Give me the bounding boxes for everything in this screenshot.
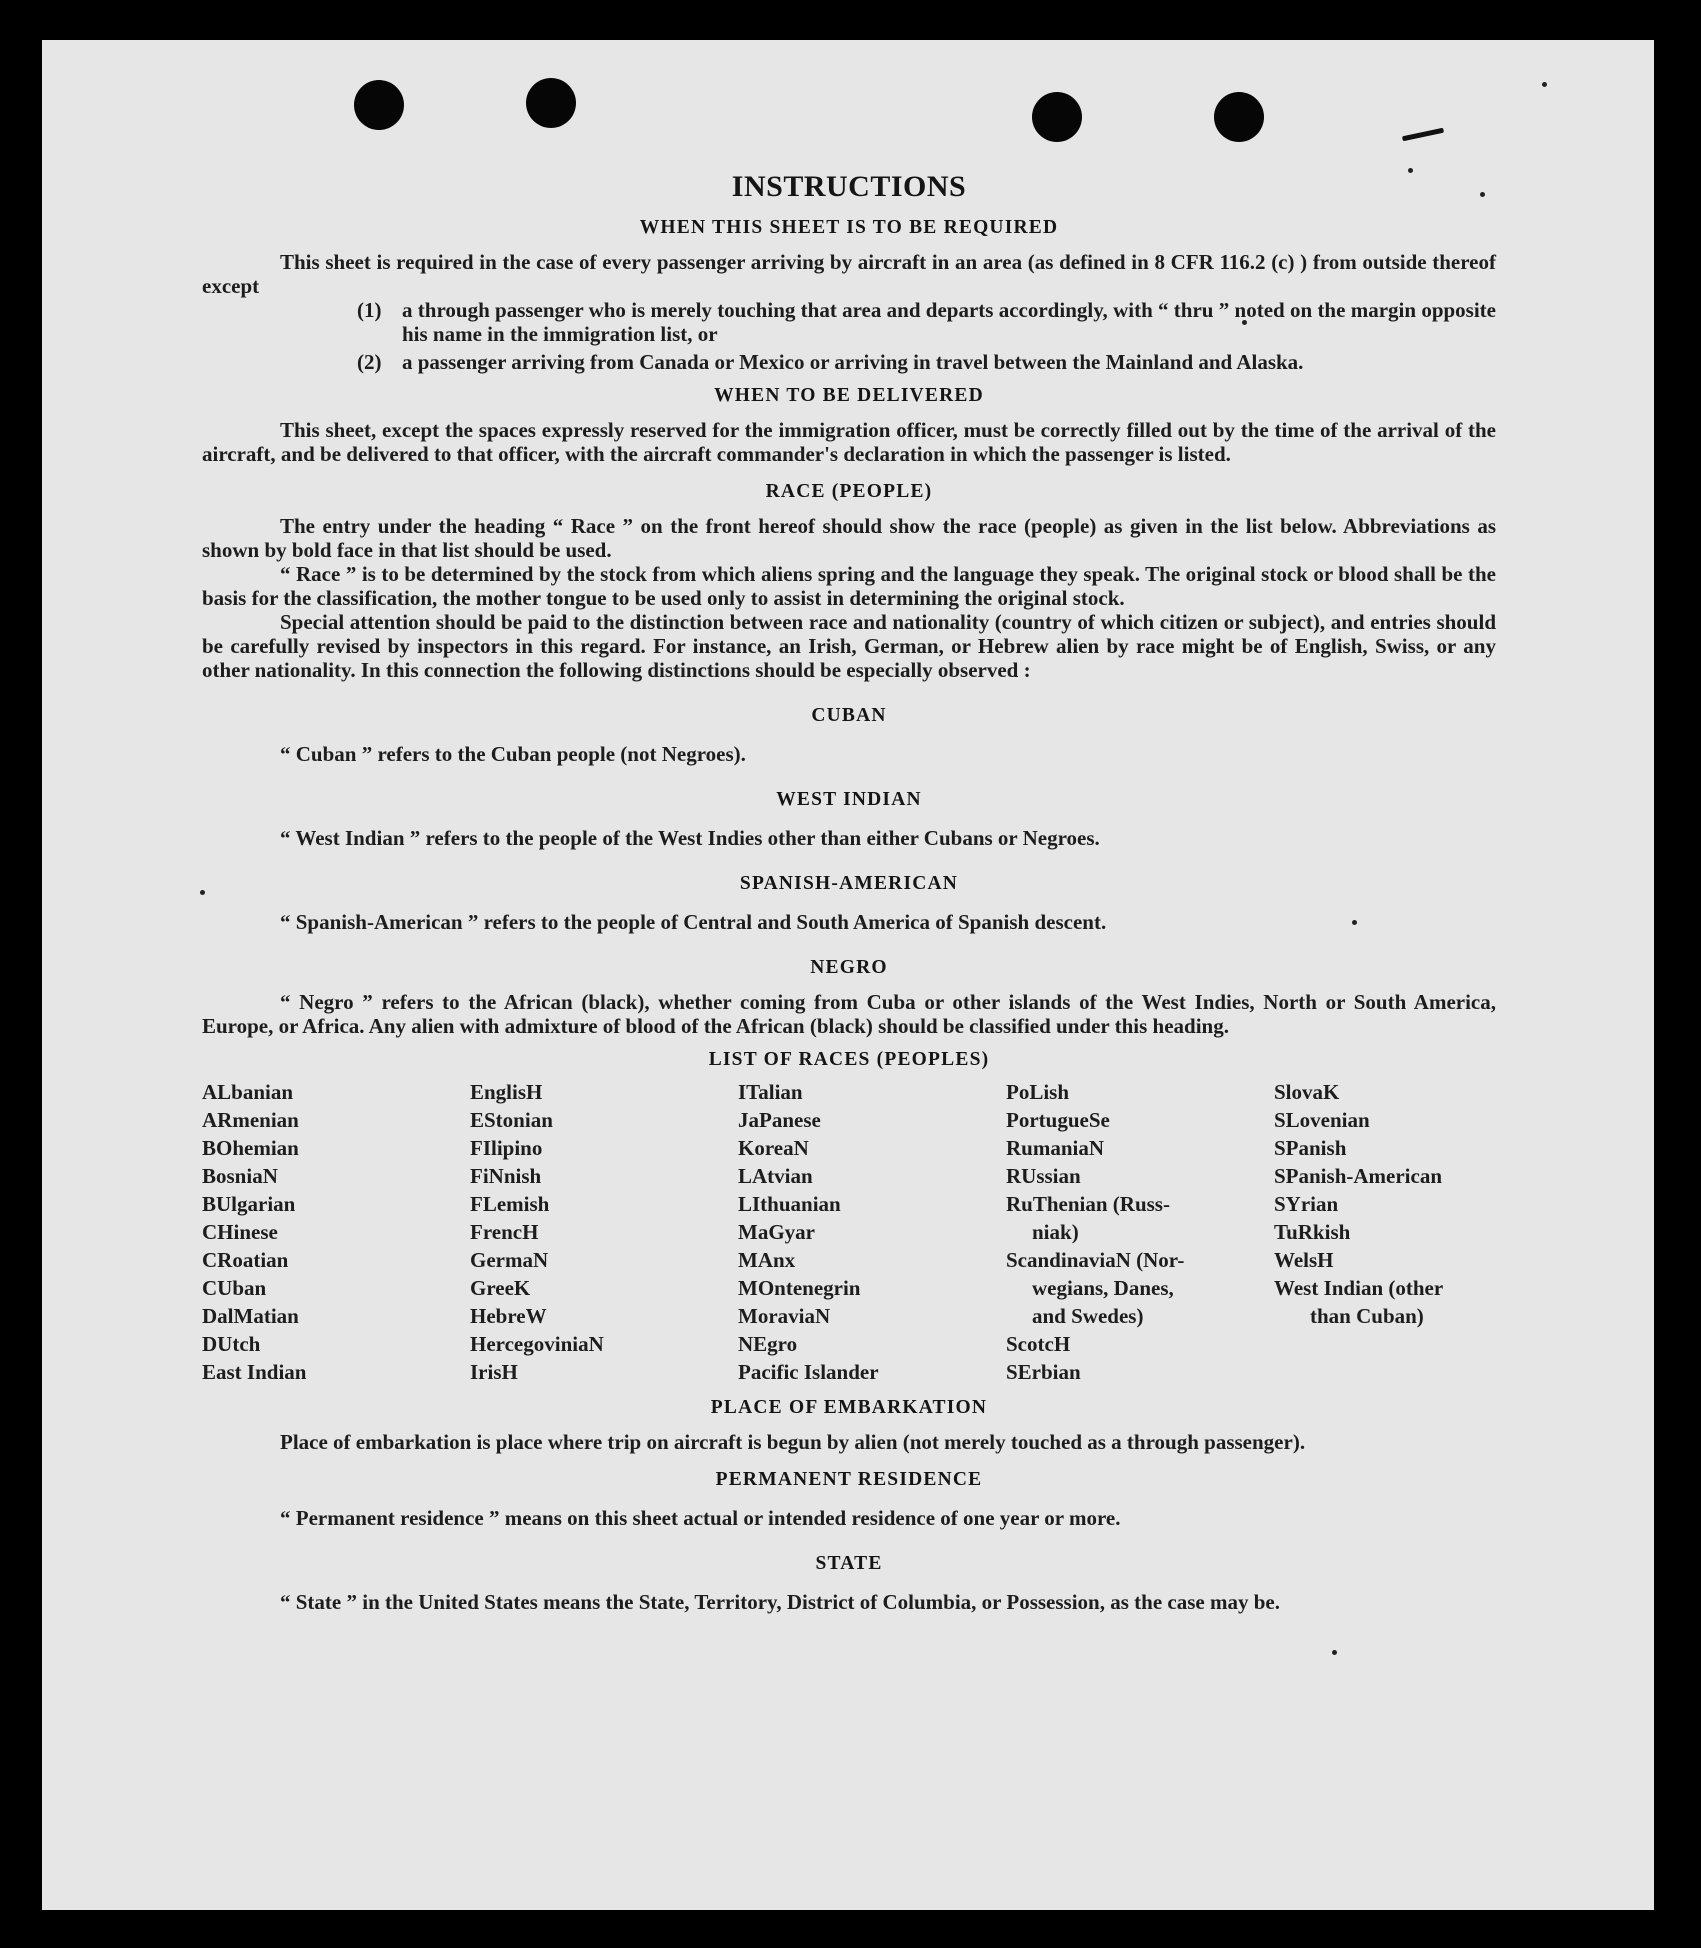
heading-when-required: WHEN THIS SHEET IS TO BE REQUIRED	[639, 217, 1059, 238]
race-entry: JaPanese	[738, 1108, 821, 1132]
race-entry: PoLish	[1006, 1080, 1070, 1104]
ink-mark	[1402, 128, 1444, 142]
race-entry: BUlgarian	[202, 1192, 296, 1216]
heading-embarkation: PLACE OF EMBARKATION	[710, 1397, 988, 1418]
page-title: INSTRUCTIONS	[731, 170, 967, 203]
race-entry: ScandinaviaN (Nor-	[1006, 1248, 1185, 1272]
race-entry: FLemish	[470, 1192, 550, 1216]
race-entry: West Indian (other	[1274, 1276, 1444, 1300]
heading-list-of-races: LIST OF RACES (PEOPLES)	[708, 1049, 990, 1070]
race-entry: CHinese	[202, 1220, 278, 1244]
heading-permanent-residence: PERMANENT RESIDENCE	[715, 1469, 983, 1490]
race-entry: HebreW	[470, 1304, 547, 1328]
race-entry: ARmenian	[202, 1108, 299, 1132]
punch-hole-2	[526, 78, 576, 128]
instructions-content	[202, 170, 1496, 1614]
embarkation-text: Place of embarkation is place where trip on aircraft is begun by alien (not merely touched as a through passenger).	[280, 1430, 1306, 1454]
speck	[1332, 1650, 1337, 1655]
race-entry: SPanish-American	[1274, 1164, 1442, 1188]
race-entry: TuRkish	[1274, 1220, 1351, 1244]
race-entry: SlovaK	[1274, 1080, 1340, 1104]
exception-item-2: (2) a passenger arriving from Canada or Mexico or arriving in travel between the Mainland and Alaska.	[357, 350, 1304, 374]
race-entry: MaGyar	[738, 1220, 815, 1244]
race-entry: BOhemian	[202, 1136, 299, 1160]
heading-state: STATE	[815, 1553, 883, 1574]
heading-when-delivered: WHEN TO BE DELIVERED	[714, 385, 984, 406]
race-entry: ScotcH	[1006, 1332, 1071, 1356]
race-paragraph-2: “ Race ” is to be determined by the stock from which aliens spring and the language they speak. The original stock or blood shall be the basis for the classification, the mother tongue to be used only to assist in determining the original stock.	[202, 562, 1496, 610]
state-text: “ State ” in the United States means the State, Territory, District of Columbia, or Possession, as the case may be.	[280, 1590, 1280, 1614]
races-column-3	[738, 1078, 1006, 1386]
race-entry: DUtch	[202, 1332, 261, 1356]
west-indian-text: “ West Indian ” refers to the people of the West Indies other than either Cubans or Negroes.	[280, 826, 1100, 850]
race-entry-continuation: than Cuban)	[1310, 1304, 1424, 1328]
race-entry: SLovenian	[1274, 1108, 1370, 1132]
punch-hole-3	[1032, 92, 1082, 142]
when-delivered-text: This sheet, except the spaces expressly reserved for the immigration officer, must be correctly filled out by the time of the arrival of the aircraft, and be delivered to that officer, with the aircraft commander's declaration in which the passenger is listed.	[202, 418, 1496, 466]
cuban-text: “ Cuban ” refers to the Cuban people (not Negroes).	[280, 742, 746, 766]
race-entry: IrisH	[470, 1360, 518, 1384]
race-entry: FIlipino	[470, 1136, 543, 1160]
race-entry: SPanish	[1274, 1136, 1347, 1160]
race-entry: MOntenegrin	[738, 1276, 861, 1300]
race-entry: NEgro	[738, 1332, 798, 1356]
race-entry: LIthuanian	[738, 1192, 841, 1216]
races-table	[202, 1078, 1496, 1386]
speck	[1542, 82, 1547, 87]
race-entry-continuation: wegians, Danes,	[1032, 1276, 1174, 1300]
punch-hole-4	[1214, 92, 1264, 142]
race-entry: SErbian	[1006, 1360, 1081, 1384]
negro-text: “ Negro ” refers to the African (black), whether coming from Cuba or other islands of the West Indies, North or South America, Europe, or Africa. Any alien with admixture of blood of the African (black) should be classified under this heading.	[202, 990, 1496, 1038]
race-entry: CRoatian	[202, 1248, 289, 1272]
race-entry: ITalian	[738, 1080, 803, 1104]
race-entry: FiNnish	[470, 1164, 542, 1188]
race-entry: SYrian	[1274, 1192, 1339, 1216]
races-column-1	[202, 1078, 470, 1386]
race-entry: HercegoviniaN	[470, 1332, 604, 1356]
race-paragraph-1: The entry under the heading “ Race ” on the front hereof should show the race (people) as given in the list below. Abbreviations as shown by bold face in that list should be used.	[202, 514, 1496, 562]
exception-item-1: (1) a through passenger who is merely touching that area and departs accordingly, with “ thru ” noted on the margin opposite his name in the immigration list, or	[357, 298, 1496, 346]
race-entry: MoraviaN	[738, 1304, 831, 1328]
race-entry: RuThenian (Russ-	[1006, 1192, 1170, 1216]
race-entry: GreeK	[470, 1276, 531, 1300]
race-entry: PortugueSe	[1006, 1108, 1110, 1132]
races-column-5	[1274, 1078, 1496, 1386]
heading-negro: NEGRO	[810, 957, 888, 978]
races-column-2	[470, 1078, 738, 1386]
heading-spanish-american: SPANISH-AMERICAN	[739, 873, 959, 894]
race-entry: ALbanian	[202, 1080, 294, 1104]
race-entry: RUssian	[1006, 1164, 1081, 1188]
race-entry: East Indian	[202, 1360, 307, 1384]
heading-west-indian: WEST INDIAN	[776, 789, 922, 810]
race-entry: Pacific Islander	[738, 1360, 879, 1384]
when-required-intro: This sheet is required in the case of every passenger arriving by aircraft in an area (as defined in 8 CFR 116.2 (c) ) from outside thereof except	[202, 250, 1496, 298]
race-entry: EnglisH	[470, 1080, 543, 1104]
spanish-american-text: “ Spanish-American ” refers to the people of Central and South America of Spanish descent.	[280, 910, 1107, 934]
permanent-residence-text: “ Permanent residence ” means on this sheet actual or intended residence of one year or more.	[280, 1506, 1121, 1530]
race-entry: DalMatian	[202, 1304, 299, 1328]
heading-cuban: CUBAN	[811, 705, 887, 726]
race-entry: EStonian	[470, 1108, 553, 1132]
race-entry: FrencH	[470, 1220, 539, 1244]
races-column-4	[1006, 1078, 1274, 1386]
race-entry: LAtvian	[738, 1164, 813, 1188]
exception-list	[357, 298, 1496, 374]
race-entry: KoreaN	[738, 1136, 809, 1160]
race-paragraph-3: Special attention should be paid to the distinction between race and nationality (country of which citizen or subject), and entries should be carefully revised by inspectors in this regard. For instance, an Irish, German, or Hebrew alien by race might be of English, Swiss, or any other nationality. In this connection the following distinctions should be especially observed :	[202, 610, 1496, 682]
race-entry: BosniaN	[202, 1164, 278, 1188]
race-entry: GermaN	[470, 1248, 549, 1272]
race-entry-continuation: niak)	[1032, 1220, 1079, 1244]
race-entry-continuation: and Swedes)	[1032, 1304, 1144, 1328]
punch-hole-1	[354, 80, 404, 130]
race-entry: WelsH	[1274, 1248, 1334, 1272]
race-entry: CUban	[202, 1276, 267, 1300]
heading-race: RACE (PEOPLE)	[765, 481, 933, 502]
race-entry: RumaniaN	[1006, 1136, 1105, 1160]
race-entry: MAnx	[738, 1248, 796, 1272]
